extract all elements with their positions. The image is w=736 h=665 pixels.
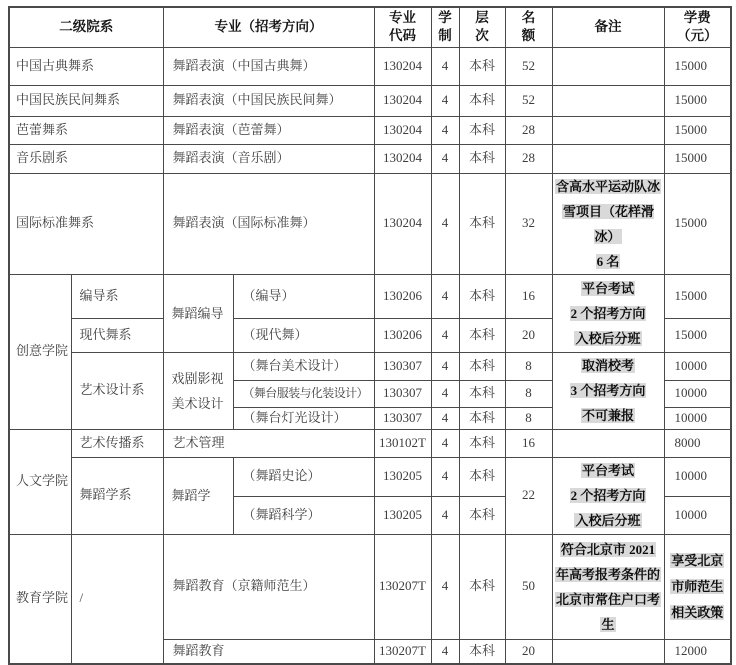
- cell-duration: 4: [431, 457, 459, 496]
- cell-major: 舞蹈表演（中国民族民间舞）: [163, 85, 374, 116]
- table-row: [9, 116, 731, 144]
- header-remark: 备注: [552, 7, 664, 47]
- table-row: [9, 429, 731, 457]
- cell-duration: 4: [431, 116, 459, 144]
- cell-duration: 4: [431, 173, 459, 274]
- table-row: [9, 47, 731, 85]
- cell-college: 中国民族民间舞系: [9, 85, 163, 116]
- cell-direction: （舞蹈科学）: [233, 496, 374, 534]
- cell-duration: 4: [431, 429, 459, 457]
- cell-quota: 8: [505, 407, 552, 429]
- table-row: [9, 144, 731, 173]
- cell-duration: 4: [431, 380, 459, 407]
- cell-major: 舞蹈表演（音乐剧）: [163, 144, 374, 173]
- cell-college: 芭蕾舞系: [9, 116, 163, 144]
- cell-tuition: 10000: [664, 457, 731, 496]
- cell-quota: 52: [505, 47, 552, 85]
- header-major: 专业（招考方向）: [163, 7, 374, 47]
- cell-direction: （舞台灯光设计）: [233, 407, 374, 429]
- cell-code: 130205: [374, 496, 431, 534]
- cell-code: 130204: [374, 85, 431, 116]
- cell-college: 国际标准舞系: [9, 173, 163, 274]
- cell-tuition: 15000: [664, 318, 731, 352]
- admissions-table: [8, 6, 732, 665]
- cell-college: 教育学院: [9, 534, 71, 664]
- cell-remark: [552, 85, 664, 116]
- header-tuition: 学费 （元）: [664, 7, 731, 47]
- table-row: [9, 85, 731, 116]
- cell-level: 本科: [459, 407, 505, 429]
- cell-code: 130204: [374, 47, 431, 85]
- cell-remark: [552, 639, 664, 664]
- cell-tuition: 10000: [664, 407, 731, 429]
- cell-direction: （编导）: [233, 274, 374, 318]
- cell-quota: 16: [505, 429, 552, 457]
- cell-quota: 52: [505, 85, 552, 116]
- cell-department: 艺术传播系: [71, 429, 163, 457]
- cell-level: 本科: [459, 173, 505, 274]
- cell-duration: 4: [431, 407, 459, 429]
- cell-tuition: 15000: [664, 85, 731, 116]
- cell-remark: [552, 47, 664, 85]
- cell-tuition: 10000: [664, 352, 731, 380]
- cell-level: 本科: [459, 85, 505, 116]
- cell-direction: （舞台服装与化装设计）: [233, 380, 374, 407]
- cell-duration: 4: [431, 352, 459, 380]
- cell-tuition: 15000: [664, 116, 731, 144]
- table-row: [9, 274, 731, 318]
- header-code: 专业 代码: [374, 7, 431, 47]
- cell-quota: 50: [505, 534, 552, 639]
- cell-department: /: [71, 534, 163, 664]
- cell-duration: 4: [431, 144, 459, 173]
- cell-level: 本科: [459, 457, 505, 496]
- cell-remark: [552, 429, 664, 457]
- cell-duration: 4: [431, 47, 459, 85]
- cell-tuition: 15000: [664, 274, 731, 318]
- header-level: 层 次: [459, 7, 505, 47]
- cell-quota: 28: [505, 144, 552, 173]
- cell-major: 舞蹈教育（京籍师范生）: [163, 534, 374, 639]
- cell-code: 130307: [374, 380, 431, 407]
- cell-level: 本科: [459, 496, 505, 534]
- cell-remark: 取消校考 3 个招考方向 不可兼报: [552, 352, 664, 429]
- cell-code: 130204: [374, 116, 431, 144]
- cell-duration: 4: [431, 639, 459, 664]
- cell-quota: 32: [505, 173, 552, 274]
- cell-code: 130206: [374, 318, 431, 352]
- cell-tuition: 8000: [664, 429, 731, 457]
- header-duration: 学 制: [431, 7, 459, 47]
- cell-code: 130307: [374, 352, 431, 380]
- cell-direction: （舞台美术设计）: [233, 352, 374, 380]
- cell-major: 舞蹈教育: [163, 639, 374, 664]
- cell-code: 130205: [374, 457, 431, 496]
- cell-tuition: 15000: [664, 144, 731, 173]
- cell-code: 130207T: [374, 534, 431, 639]
- cell-duration: 4: [431, 496, 459, 534]
- cell-remark: 平台考试 2 个招考方向 入校后分班: [552, 274, 664, 352]
- cell-quota: 20: [505, 639, 552, 664]
- cell-level: 本科: [459, 318, 505, 352]
- cell-remark: [552, 144, 664, 173]
- cell-tuition-note: 享受北京 市师范生 相关政策: [664, 534, 731, 639]
- cell-quota: 16: [505, 274, 552, 318]
- cell-major: 舞蹈表演（中国古典舞）: [163, 47, 374, 85]
- cell-tuition: 10000: [664, 496, 731, 534]
- cell-level: 本科: [459, 352, 505, 380]
- cell-quota: 20: [505, 318, 552, 352]
- cell-quota: 8: [505, 352, 552, 380]
- cell-level: 本科: [459, 144, 505, 173]
- cell-department: 现代舞系: [71, 318, 163, 352]
- cell-duration: 4: [431, 274, 459, 318]
- cell-quota: 8: [505, 380, 552, 407]
- cell-direction: （现代舞）: [233, 318, 374, 352]
- cell-college: 创意学院: [9, 274, 71, 429]
- table-row: [9, 173, 731, 274]
- cell-major: 戏剧影视美术设计: [163, 352, 233, 429]
- cell-code: 130207T: [374, 639, 431, 664]
- cell-quota: 28: [505, 116, 552, 144]
- cell-college: 音乐剧系: [9, 144, 163, 173]
- cell-major: 舞蹈表演（芭蕾舞）: [163, 116, 374, 144]
- cell-tuition: 15000: [664, 47, 731, 85]
- cell-level: 本科: [459, 380, 505, 407]
- table-header-row: [9, 7, 731, 47]
- table-row: [9, 534, 731, 639]
- cell-college: 中国古典舞系: [9, 47, 163, 85]
- cell-department: 艺术设计系: [71, 352, 163, 429]
- cell-duration: 4: [431, 534, 459, 639]
- cell-tuition: 12000: [664, 639, 731, 664]
- cell-remark: 平台考试 2 个招考方向 入校后分班: [552, 457, 664, 534]
- cell-major: 舞蹈编导: [163, 274, 233, 352]
- cell-department: 舞蹈学系: [71, 457, 163, 534]
- cell-code: 130204: [374, 173, 431, 274]
- cell-tuition: 15000: [664, 173, 731, 274]
- cell-major: 舞蹈表演（国际标准舞）: [163, 173, 374, 274]
- cell-level: 本科: [459, 116, 505, 144]
- cell-direction: （舞蹈史论）: [233, 457, 374, 496]
- table-row: [9, 457, 731, 496]
- cell-duration: 4: [431, 85, 459, 116]
- cell-duration: 4: [431, 318, 459, 352]
- cell-level: 本科: [459, 429, 505, 457]
- table-row: [9, 352, 731, 380]
- header-college: 二级院系: [9, 7, 163, 47]
- cell-code: 130204: [374, 144, 431, 173]
- cell-code: 130206: [374, 274, 431, 318]
- cell-quota: 22: [505, 457, 552, 534]
- cell-major: 舞蹈学: [163, 457, 233, 534]
- cell-remark: 符合北京市 2021 年高考报考条件的 北京市常住户口考 生: [552, 534, 664, 639]
- cell-level: 本科: [459, 47, 505, 85]
- cell-level: 本科: [459, 274, 505, 318]
- cell-level: 本科: [459, 639, 505, 664]
- cell-code: 130307: [374, 407, 431, 429]
- header-quota: 名 额: [505, 7, 552, 47]
- cell-level: 本科: [459, 534, 505, 639]
- cell-code: 130102T: [374, 429, 431, 457]
- cell-department: 编导系: [71, 274, 163, 318]
- cell-college: 人文学院: [9, 429, 71, 534]
- cell-tuition: 10000: [664, 380, 731, 407]
- cell-remark: [552, 116, 664, 144]
- cell-major: 艺术管理: [163, 429, 374, 457]
- cell-remark: 含高水平运动队冰 雪项目（花样滑冰） 6 名: [552, 173, 664, 274]
